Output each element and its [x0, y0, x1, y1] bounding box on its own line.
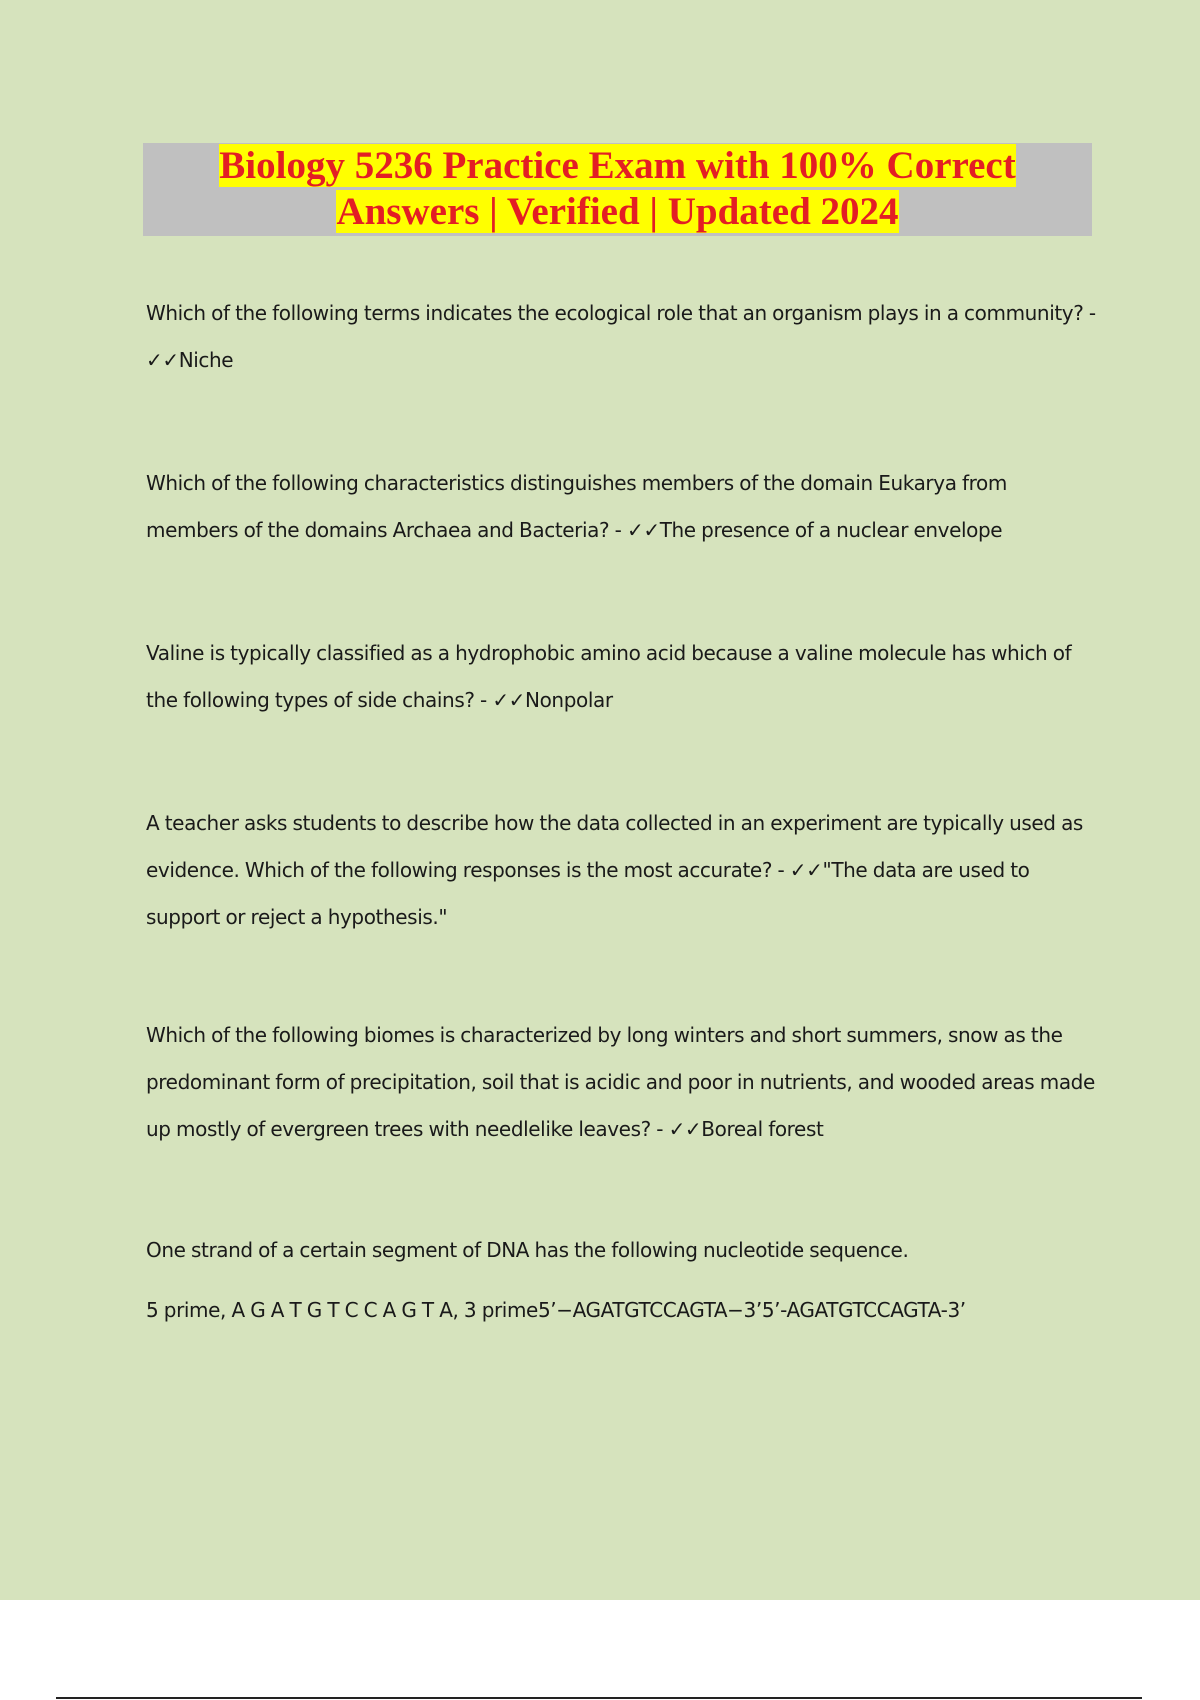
check-icon: ✓✓: [789, 858, 823, 882]
dna-sequence-text: 5 prime, A G A T G T C C A G T A, 3 prime5’−AGATGTCCAGTA−3’5’-AGATGTCCAGTA-3’: [146, 1298, 966, 1322]
check-icon: ✓✓: [626, 518, 660, 542]
question-1-text: Which of the following terms indicates the ecological role that an organism plays in a community? -: [146, 301, 1096, 325]
question-4: [146, 800, 1096, 941]
dna-sequence: [146, 1287, 1096, 1334]
check-icon: ✓✓: [146, 348, 179, 372]
question-1-answer: Niche: [178, 348, 234, 372]
question-3-text: Valine is typically classified as a hydrophobic amino acid because a valine molecule has which of the following types of side chains? -: [146, 641, 1072, 712]
question-5-text: Which of the following biomes is characterized by long winters and short summers, snow as the predominant form of precipitation, soil that is acidic and poor in nutrients, and wooded areas made up mostly of evergreen trees with needlelike leaves? -: [146, 1023, 1095, 1141]
question-6: [146, 1227, 1096, 1274]
question-2-answer: The presence of a nuclear envelope: [659, 518, 1003, 542]
question-3: [146, 630, 1096, 724]
question-5: [146, 1012, 1096, 1153]
question-5-answer: Boreal forest: [701, 1117, 824, 1141]
question-4-answer: "The data are used to support or reject a hypothesis.": [146, 858, 1030, 929]
title-band: [143, 143, 1092, 236]
title-line-2: Answers | Verified | Updated 2024: [336, 190, 899, 233]
question-4-text: A teacher asks students to describe how the data collected in an experiment are typically used as evidence. Which of the following responses is the most accurate? -: [146, 811, 1083, 882]
check-icon: ✓✓: [668, 1117, 702, 1141]
question-1: [146, 290, 1096, 384]
check-icon: ✓✓: [492, 688, 526, 712]
document-title: [219, 144, 1015, 233]
title-line-1: Biology 5236 Practice Exam with 100% Correct: [219, 144, 1016, 187]
question-6-text: One strand of a certain segment of DNA has the following nucleotide sequence.: [146, 1238, 909, 1262]
footer-divider: [56, 1697, 1142, 1699]
question-3-answer: Nonpolar: [525, 688, 613, 712]
question-2: [146, 460, 1096, 554]
question-2-text: Which of the following characteristics distinguishes members of the domain Eukarya from members of the domains Archaea and Bacteria? -: [146, 471, 1007, 542]
